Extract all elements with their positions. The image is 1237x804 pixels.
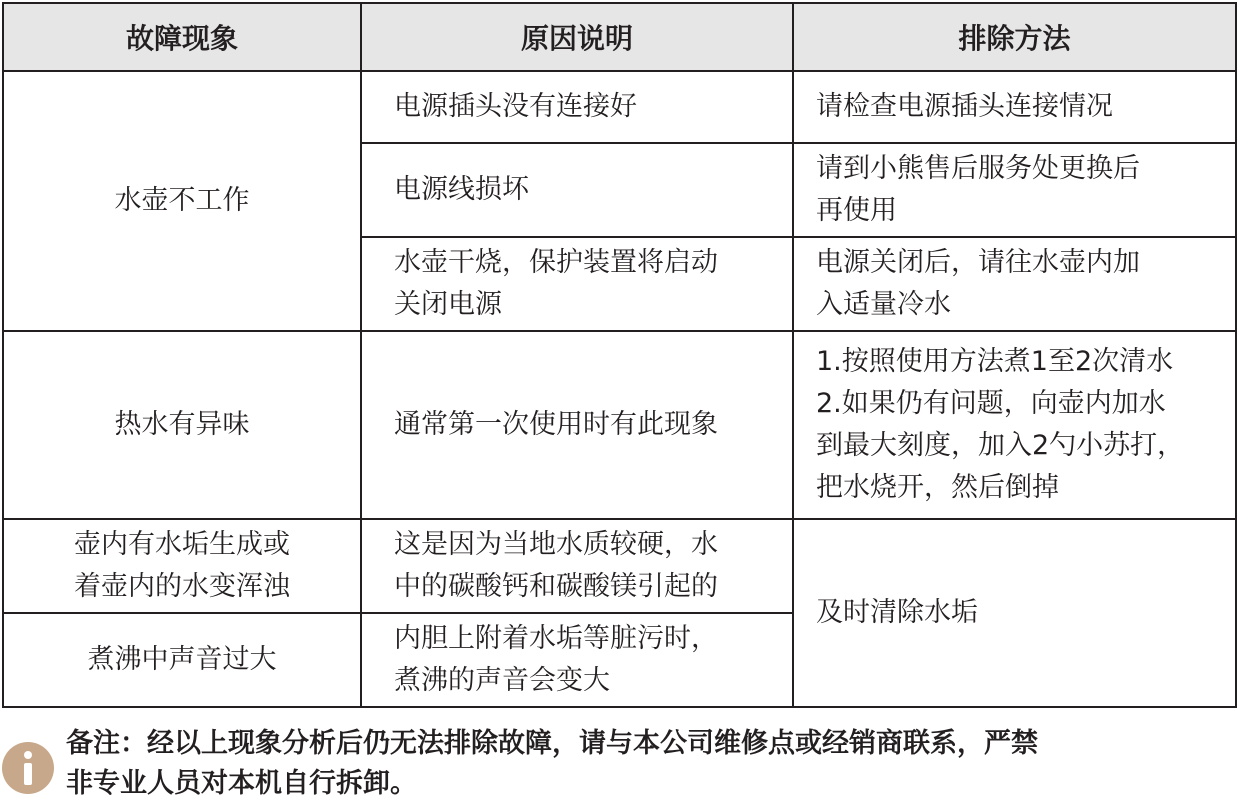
cause-cell: 电源线损坏 <box>361 143 793 237</box>
solution-line: 请到小熊售后服务处更换后 <box>816 153 1140 184</box>
header-cause: 原因说明 <box>361 3 793 71</box>
cause-cell <box>361 613 793 707</box>
cause-line: 水壶干烧，保护装置将启动 <box>394 247 718 278</box>
solution-cell <box>793 143 1236 237</box>
header-solution: 排除方法 <box>793 3 1236 71</box>
troubleshooting-table <box>2 2 1237 708</box>
solution-line: 把水烧开，然后倒掉 <box>816 472 1059 503</box>
remark-line: 备注：经以上现象分析后仍无法排除故障，请与本公司维修点或经销商联系，严禁 <box>66 728 1038 759</box>
cause-cell: 电源插头没有连接好 <box>361 71 793 143</box>
solution-line: 到最大刻度，加入2勺小苏打， <box>816 430 1185 461</box>
cause-line: 煮沸的声音会变大 <box>394 665 610 696</box>
symptom-line: 着壶内的水变浑浊 <box>74 571 290 602</box>
remark-text <box>66 724 1038 804</box>
cause-line: 中的碳酸钙和碳酸镁引起的 <box>394 571 718 602</box>
symptom-cell: 水壶不工作 <box>3 71 361 331</box>
cause-line: 关闭电源 <box>394 289 502 320</box>
table-row <box>3 519 1236 613</box>
table-row <box>3 331 1236 519</box>
cause-line: 内胆上附着水垢等脏污时， <box>394 623 718 654</box>
solution-cell: 请检查电源插头连接情况 <box>793 71 1236 143</box>
cause-line: 这是因为当地水质较硬，水 <box>394 529 718 560</box>
info-icon <box>2 742 54 794</box>
cause-cell <box>361 519 793 613</box>
solution-cell <box>793 331 1236 519</box>
remark-line: 非专业人员对本机自行拆卸。 <box>66 768 417 799</box>
solution-line: 入适量冷水 <box>816 289 951 320</box>
header-symptom: 故障现象 <box>3 3 361 71</box>
symptom-line: 壶内有水垢生成或 <box>74 529 290 560</box>
solution-cell <box>793 237 1236 331</box>
solution-line: 电源关闭后，请往水壶内加 <box>816 247 1140 278</box>
table-row <box>3 71 1236 143</box>
solution-cell: 及时清除水垢 <box>793 519 1236 707</box>
symptom-cell <box>3 519 361 613</box>
symptom-cell: 热水有异味 <box>3 331 361 519</box>
solution-line: 再使用 <box>816 195 897 226</box>
symptom-cell: 煮沸中声音过大 <box>3 613 361 707</box>
solution-line: 2.如果仍有问题，向壶内加水 <box>816 388 1166 419</box>
solution-line: 1.按照使用方法煮1至2次清水 <box>816 346 1174 377</box>
cause-cell: 通常第一次使用时有此现象 <box>361 331 793 519</box>
remark-note <box>0 722 1237 802</box>
cause-cell <box>361 237 793 331</box>
header-row <box>3 3 1236 71</box>
